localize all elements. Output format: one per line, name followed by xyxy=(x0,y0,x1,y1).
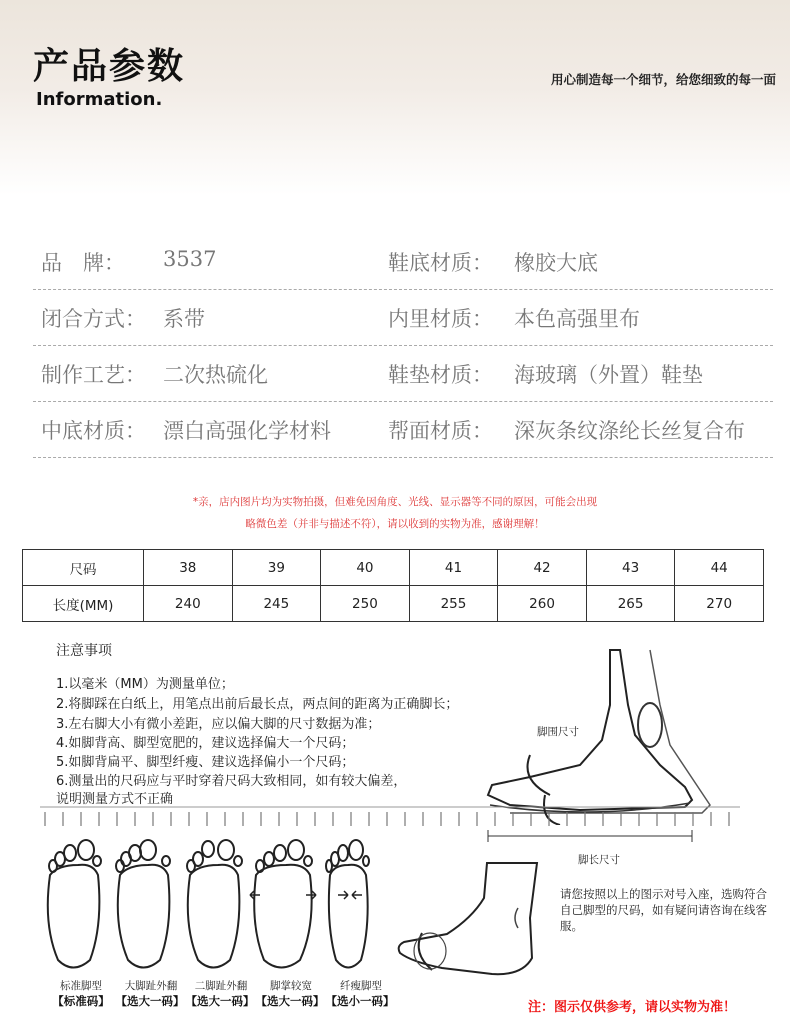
param-value: 深灰条纹涤纶长丝复合布 xyxy=(514,419,745,443)
length-cell: 250 xyxy=(321,586,410,622)
foot-side-illustration xyxy=(470,645,770,825)
row-label: 尺码 xyxy=(23,550,144,586)
disclaimer-line-1: *亲，店内图片均为实物拍摄，但难免因角度、光线、显示器等不同的原因，可能会出现 xyxy=(192,496,598,508)
foot-type-name: 脚掌较宽 xyxy=(270,980,312,992)
length-cell: 240 xyxy=(144,586,233,622)
note-item: 3.左右脚大小有微小差距，应以偏大脚的尺寸数据为准； xyxy=(56,717,381,732)
size-cell: 42 xyxy=(498,550,587,586)
note-item: 1.以毫米（MM）为测量单位； xyxy=(56,677,234,692)
size-cell: 38 xyxy=(144,550,233,586)
slogan: 用心制造每一个细节，给您细致的每一面 xyxy=(550,72,776,87)
length-cell: 265 xyxy=(586,586,675,622)
page-subtitle: Information. xyxy=(36,89,163,110)
param-value: 漂白高强化学材料 xyxy=(163,419,331,443)
param-label: 帮面材质： xyxy=(388,419,493,443)
param-label: 品 牌： xyxy=(41,251,125,275)
param-label: 鞋底材质： xyxy=(388,251,493,275)
length-cell: 255 xyxy=(409,586,498,622)
final-note: 注：图示仅供参考，请以实物为准！ xyxy=(528,1000,737,1015)
param-row xyxy=(33,233,773,290)
row-label: 长度(MM) xyxy=(23,586,144,622)
param-value: 二次热硫化 xyxy=(163,363,268,387)
page-title: 产品参数 xyxy=(33,46,186,87)
length-cell: 270 xyxy=(675,586,764,622)
param-value: 橡胶大底 xyxy=(514,251,598,275)
foot-type-tag: 【选大一码】 xyxy=(115,994,185,1008)
param-value: 本色高强里布 xyxy=(514,307,640,331)
size-cell: 43 xyxy=(586,550,675,586)
foot-type-tag: 【选大一码】 xyxy=(255,994,325,1008)
param-value: 3537 xyxy=(163,247,217,271)
param-label: 鞋垫材质： xyxy=(388,363,493,387)
param-value: 系带 xyxy=(163,307,205,331)
help-text: 请您按照以上的图示对号入座，选购符合自己脚型的尺码，如有疑问请咨询在线客服。 xyxy=(560,887,767,933)
note-item: 4.如脚背高、脚型宽肥的，建议选择偏大一个尺码； xyxy=(56,736,355,751)
table-row xyxy=(23,550,764,586)
foot-type-name: 二脚趾外翻 xyxy=(194,980,248,992)
size-cell: 40 xyxy=(321,550,410,586)
note-item: 6.测量出的尺码应与平时穿着尺码大致相同，如有较大偏差， xyxy=(56,774,407,789)
size-cell: 39 xyxy=(232,550,321,586)
note-item: 2.将脚踩在白纸上，用笔点出前后最长点，两点间的距离为正确脚长； xyxy=(56,697,459,712)
notes-title: 注意事项 xyxy=(56,643,112,659)
param-value: 海玻璃（外置）鞋垫 xyxy=(514,363,703,387)
size-cell: 44 xyxy=(675,550,764,586)
length-cell: 260 xyxy=(498,586,587,622)
note-item: 5.如脚背扁平、脚型纤瘦、建议选择偏小一个尺码； xyxy=(56,755,355,770)
param-label: 内里材质： xyxy=(388,307,493,331)
foot-type-tag: 【标准码】 xyxy=(52,994,110,1008)
foot-type-name: 大脚趾外翻 xyxy=(124,980,178,992)
size-table xyxy=(22,549,764,622)
note-item: 说明测量方式不正确 xyxy=(56,792,174,807)
disclaimer-line-2: 略微色差（并非与描述不符），请以收到的实物为准，感谢理解！ xyxy=(245,518,545,530)
size-cell: 41 xyxy=(409,550,498,586)
foot-type-name: 纤瘦脚型 xyxy=(340,980,382,992)
foot-type-tag: 【选大一码】 xyxy=(185,994,255,1008)
foot-type-tag: 【选小一码】 xyxy=(325,994,395,1008)
param-label: 中底材质： xyxy=(41,419,146,443)
param-row xyxy=(33,401,773,458)
girth-label: 脚围尺寸 xyxy=(537,726,579,738)
param-row xyxy=(33,289,773,346)
foot-types-illustration xyxy=(38,835,388,975)
foot-type-name: 标准脚型 xyxy=(60,980,102,992)
foot-top-illustration xyxy=(392,858,552,988)
param-label: 制作工艺： xyxy=(41,363,146,387)
length-cell: 245 xyxy=(232,586,321,622)
param-row xyxy=(33,345,773,402)
length-label: 脚长尺寸 xyxy=(578,854,620,866)
table-row xyxy=(23,586,764,622)
param-label: 闭合方式： xyxy=(41,307,146,331)
